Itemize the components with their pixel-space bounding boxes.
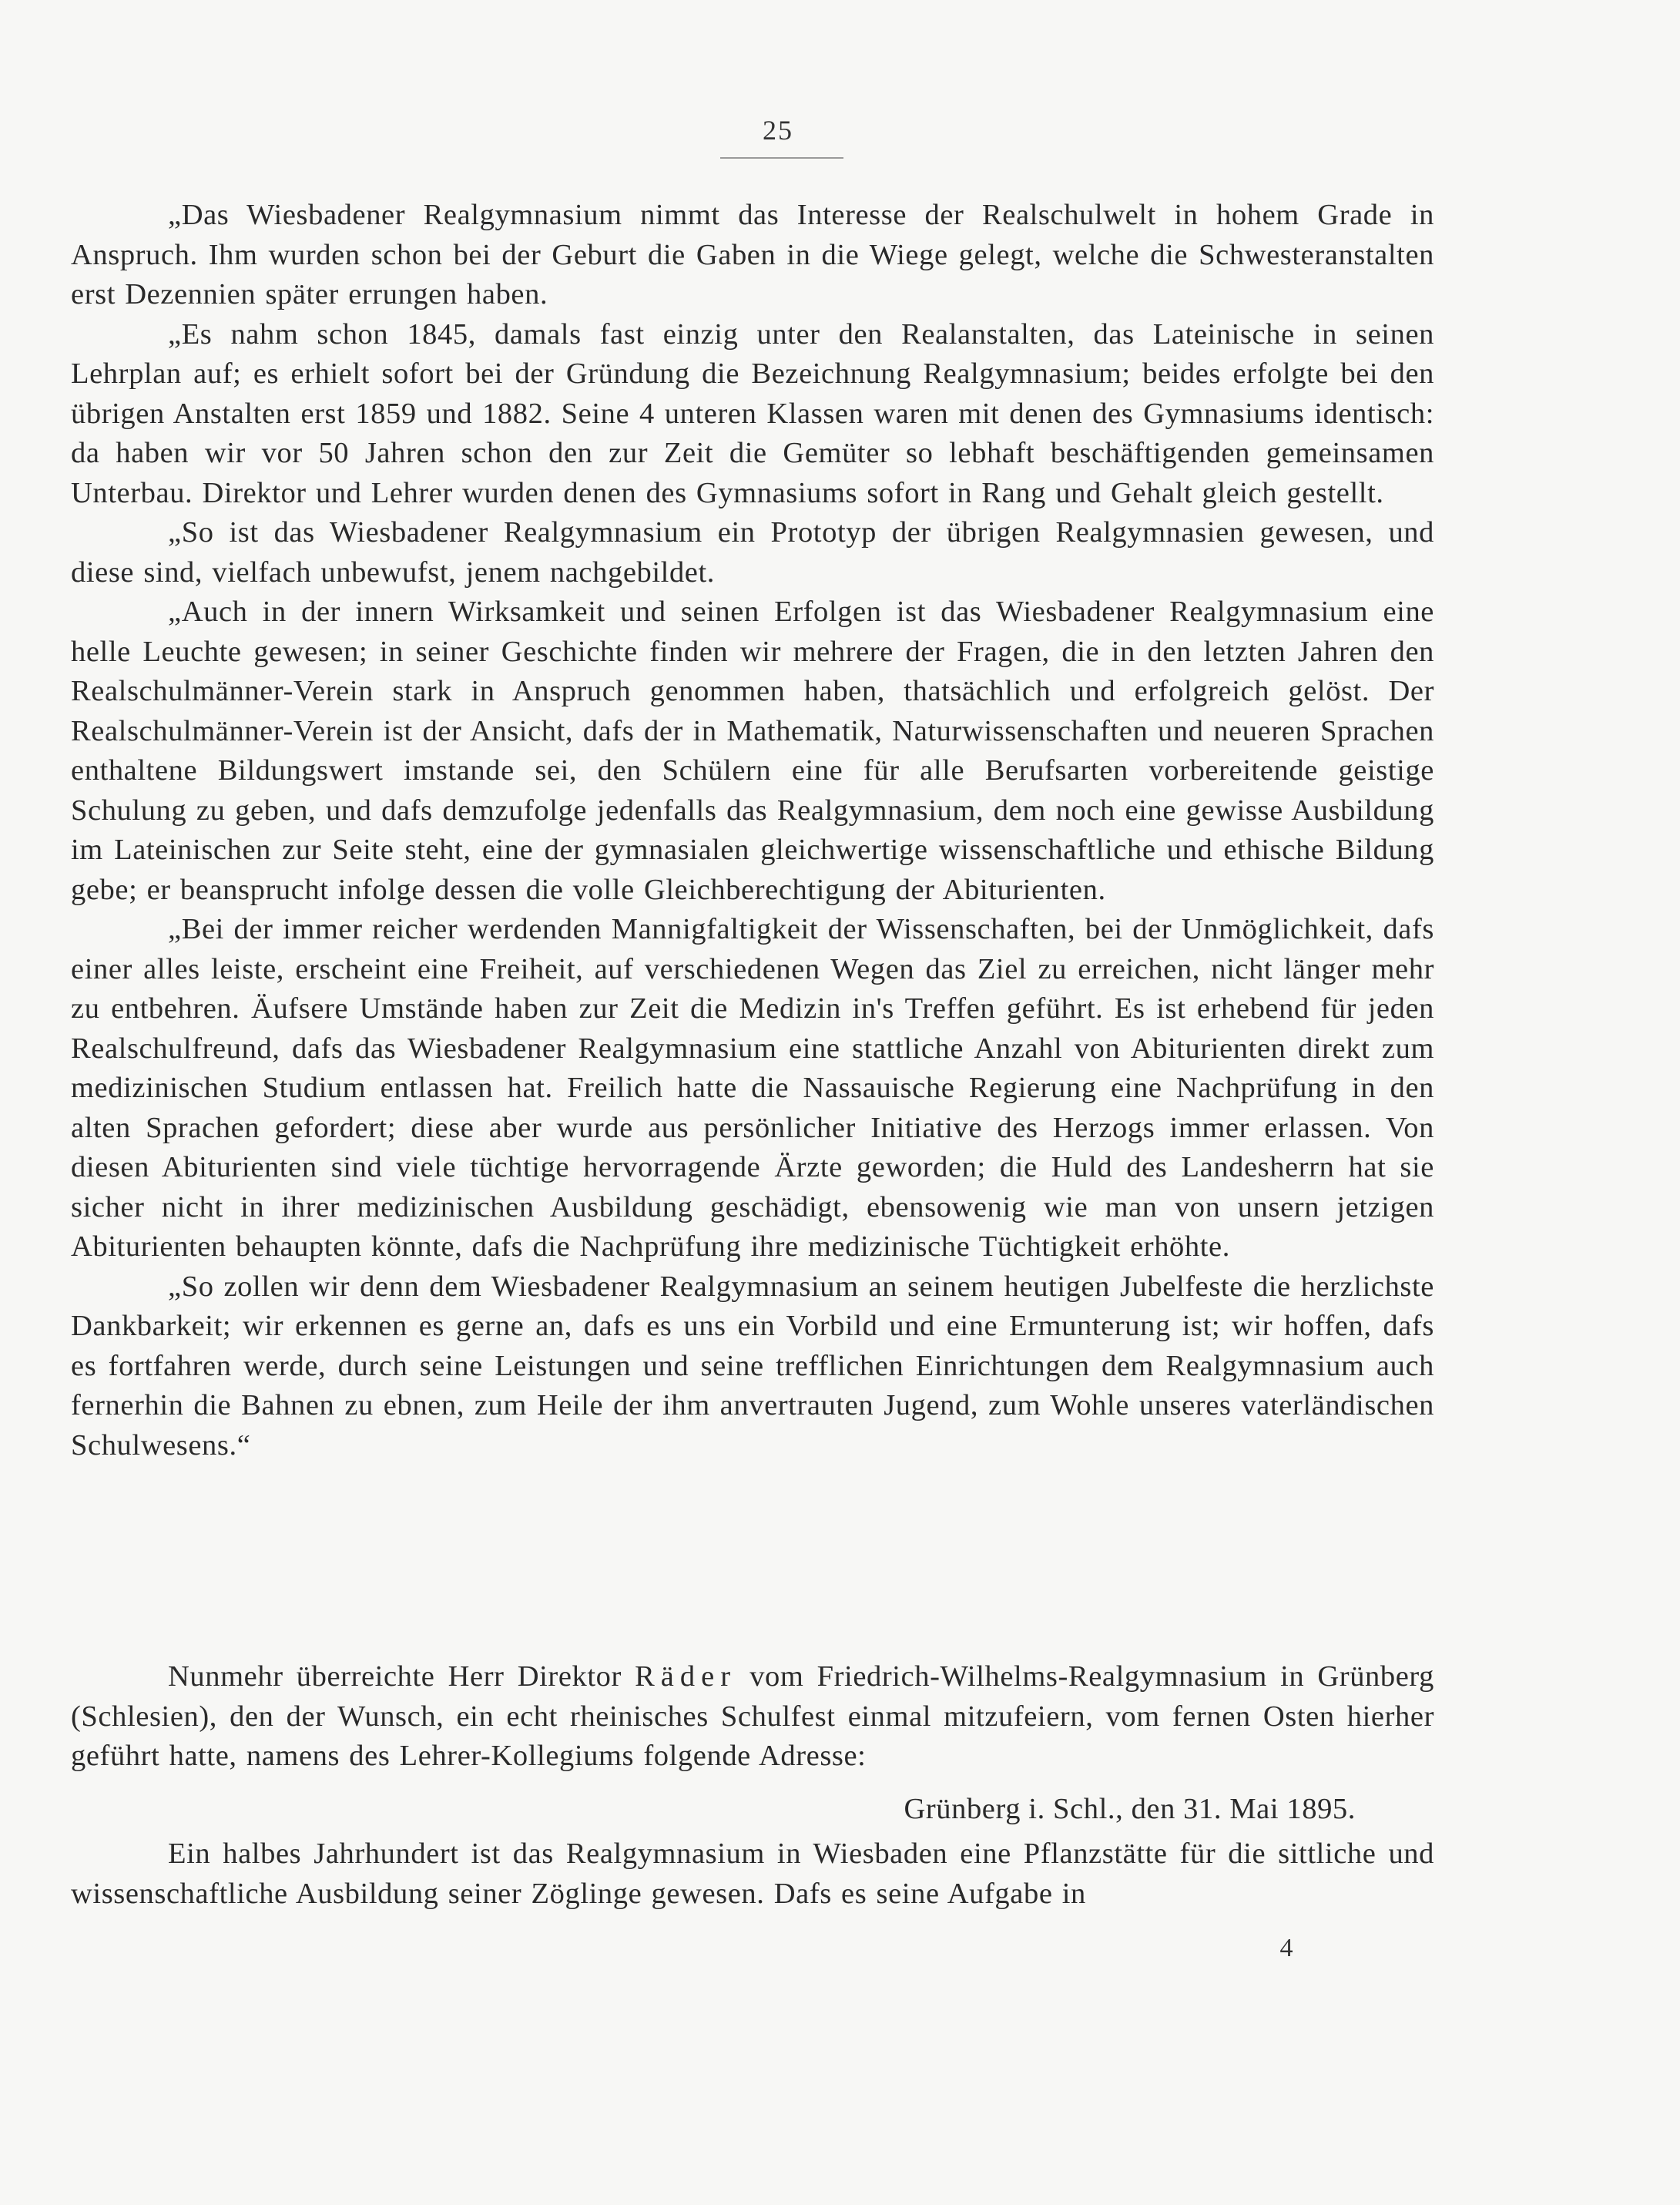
quote-paragraph-2: „Es nahm schon 1845, damals fast einzig unter den Realanstalten, das Lateinische in seinen Lehrplan auf; es erhielt sofort bei der Gründung die Bezeichnung Realgymnasium; beides erfolgte bei den übrigen Anstalten erst 1859 und 1882. Seine 4 unteren Klassen waren mit denen des Gymnasiums identisch: da haben wir vor 50 Jahren schon den zur Zeit die Gemüter so lebhaft beschäftigenden gemeinsamen Unterbau. Direktor und Lehrer wurden denen des Gymnasiums sofort in Rang und Gehalt gleich gestellt. (71, 317, 1434, 509)
quote-paragraph-4: „Auch in der innern Wirksamkeit und seinen Erfolgen ist das Wiesbadener Realgymnasium eine helle Leuchte gewesen; in seiner Geschichte finden wir mehrere der Fragen, die in den letzten Jahren den Realschulmänner-Verein stark in Anspruch genommen haben, thatsächlich und erfolgreich gelöst. Der Realschulmänner-Verein ist der Ansicht, dafs der in Mathematik, Naturwissenschaften und neueren Sprachen enthaltene Bildungswert imstande sei, den Schülern eine für alle Berufsarten vorbereitende geistige Schulung zu geben, und dafs demzufolge jedenfalls das Realgymnasium, dem noch eine gewisse Ausbildung im Lateinischen zur Seite steht, eine der gymnasialen gleichwertige wissenschaftliche und ethische Bildung gebe; er beansprucht infolge dessen die volle Gleichberechtigung der Abiturienten. (71, 596, 1434, 906)
letter-dateline: Grünberg i. Schl., den 31. Mai 1895. (904, 1793, 1356, 1825)
narrative-paragraph (71, 1657, 1434, 1777)
letter-text (71, 1834, 1434, 1914)
narrative-text (71, 1657, 1434, 1777)
page-number-rule (720, 157, 843, 159)
narrative-text-before-name: Nunmehr überreichte Herr Direktor (168, 1660, 635, 1693)
quote-paragraph-5: „Bei der immer reicher werdenden Mannigfaltigkeit der Wissenschaften, bei der Unmöglichkeit, dafs einer alles leiste, erscheint eine Freiheit, auf verschiedenen Wegen das Ziel zu erreichen, nicht länger mehr zu entbehren. Äufsere Umstände haben zur Zeit die Medizin in's Treffen geführt. Es ist erhebend für jeden Realschulfreund, dafs das Wiesbadener Realgymnasium eine stattliche Anzahl von Abiturienten direkt zum medizinischen Studium entlassen hat. Freilich hatte die Nassauische Regierung eine Nachprüfung in den alten Sprachen gefordert; diese aber wurde aus persönlicher Initiative des Herzogs immer erlassen. Von diesen Abiturienten sind viele tüchtige hervorragende Ärzte geworden; die Huld des Landesherrn hat sie sicher nicht in ihrer medizinischen Ausbildung geschädigt, ebensowenig wie man von unsern jetzigen Abiturienten behaupten könnte, dafs die Nachprüfung ihre medizinische Tüchtigkeit erhöhte. (71, 913, 1434, 1263)
narrative-text-after-name: vom Friedrich-Wilhelms-Realgymnasium in Grünberg (Schlesien), den der Wunsch, ein echt rheinisches Schulfest einmal mitzufeiern, vom fernen Osten hierher geführt hatte, namens des Lehrer-Kollegiums folgende Adresse: (71, 1660, 1435, 1772)
quote-paragraph-3: „So ist das Wiesbadener Realgymnasium ein Prototyp der übrigen Realgymnasien gewesen, und diese sind, vielfach unbewufst, jenem nachgebildet. (71, 516, 1434, 589)
quoted-address-text (71, 196, 1434, 1465)
quote-paragraph-1: „Das Wiesbadener Realgymnasium nimmt das Interesse der Realschulwelt in hohem Grade in Anspruch. Ihm wurden schon bei der Geburt die Gaben in die Wiege gelegt, welche die Schwesteranstalten erst Dezennien später errungen haben. (71, 199, 1434, 310)
page-number: 25 (763, 115, 793, 146)
letter-opening-paragraph: Ein halbes Jahrhundert ist das Realgymnasium in Wiesbaden eine Pflanzstätte für die sittliche und wissenschaftliche Ausbildung seiner Zöglinge gewesen. Dafs es seine Aufgabe in (71, 1838, 1434, 1910)
quote-paragraph-6: „So zollen wir denn dem Wiesbadener Realgymnasium an seinem heutigen Jubelfeste die herzlichste Dankbarkeit; wir erkennen es gerne an, dafs es uns ein Vorbild und eine Ermunterung ist; wir hoffen, dafs es fortfahren werde, durch seine Leistungen und seine trefflichen Einrichtungen dem Realgymnasium auch fernerhin die Bahnen zu ebnen, zum Heile der ihm anvertrauten Jugend, zum Wohle unseres vaterländischen Schulwesens.“ (71, 1270, 1434, 1462)
director-name: Räder (635, 1660, 737, 1693)
signature-mark: 4 (1279, 1934, 1293, 1962)
